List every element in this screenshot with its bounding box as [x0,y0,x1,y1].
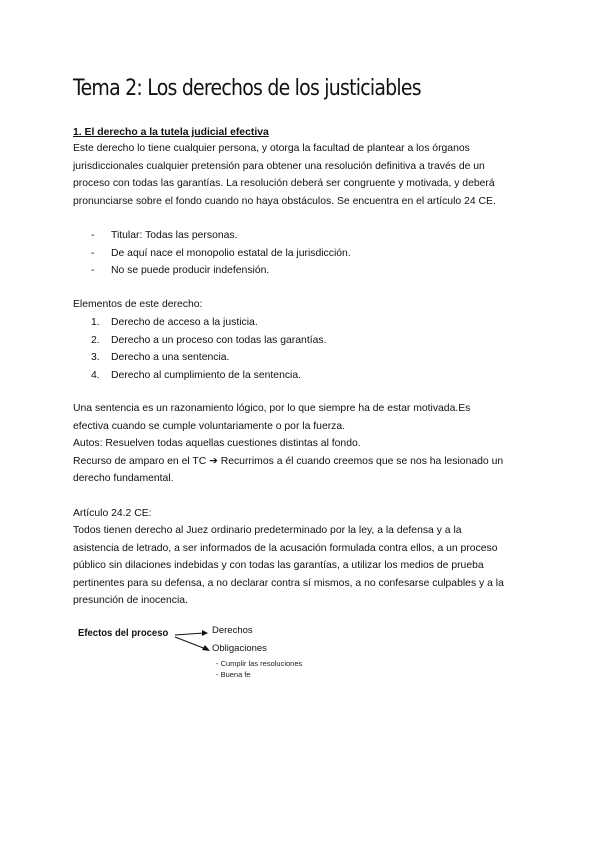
diagram-branch-rights: Derechos [212,625,253,636]
paragraph-line: pronunciarse sobre el fondo cuando no haya obstáculos. Se encuentra en el artículo 24 CE. [73,195,496,207]
list-number: 3. [91,352,100,364]
list-item-text: Derecho al cumplimiento de la sentencia. [111,369,302,381]
list-item [91,349,511,367]
paragraph-line: Este derecho lo tiene cualquier persona, y otorga la facultad de plantear a los órganos [73,143,470,154]
diagram-sub-item: - Cumplir las resoluciones [216,659,303,668]
diagram-branch-obligations: Obligaciones [212,643,267,654]
list-number: 4. [91,369,100,381]
article-label: Artículo 24.2 CE: [73,508,152,519]
paragraph-line: jurisdiccionales cualquier pretensión para obtener una resolución definitiva a través de un [73,160,485,172]
page-title: Tema 2: Los derechos de los justiciables [73,76,421,101]
paragraph-line: presunción de inocencia. [73,595,188,607]
elements-list [91,314,511,384]
paragraph-line: público sin dilaciones indebidas y con todas las garantías, a utilizar los medios de prueba [73,560,484,572]
paragraph-line: proceso con todas las garantías. La resolución deberá ser congruente y motivada, y deberá [73,178,495,190]
article-paragraph [73,522,533,610]
dash-marker: - [91,247,95,259]
paragraph-line: derecho fundamental. [73,473,174,485]
paragraph-line: Recurso de amparo en el TC ➔ Recurrimos a él cuando creemos que se nos ha lesionado un [73,455,504,467]
section-heading: 1. El derecho a la tutela judicial efectiva [73,127,269,138]
notes-paragraph [73,400,533,488]
list-item [91,332,511,350]
list-item-text: Titular: Todas las personas. [111,230,238,241]
dash-marker: - [91,265,95,277]
paragraph-line: Una sentencia es un razonamiento lógico, por lo que siempre ha de estar motivada.Es [73,403,471,414]
paragraph-line: asistencia de letrado, a ser informados de la acusación formulada contra ellos, a un proceso [73,542,498,554]
elements-label: Elementos de este derecho: [73,299,203,310]
list-item-text: Derecho a un proceso con todas las garantías. [111,334,327,346]
dash-marker: - [91,230,95,241]
intro-paragraph [73,140,533,210]
paragraph-line: Autos: Resuelven todas aquellas cuestiones distintas al fondo. [73,438,361,450]
list-item [91,262,511,280]
list-number: 2. [91,334,100,346]
dash-list [91,227,511,280]
list-number: 1. [91,317,100,328]
list-item [91,245,511,263]
list-item [91,227,511,245]
list-item-text: Derecho de acceso a la justicia. [111,317,258,328]
paragraph-line: pertinentes para su defensa, a no declarar contra sí mismos, a no confesarse culpables y a la [73,577,504,589]
list-item-text: De aquí nace el monopolio estatal de la jurisdicción. [111,247,351,259]
diagram-main-node: Efectos del proceso [78,628,169,639]
list-item-text: Derecho a una sentencia. [111,352,230,364]
paragraph-line: Todos tienen derecho al Juez ordinario predeterminado por la ley, a la defensa y a la [73,525,462,536]
list-item [91,314,511,332]
process-effects-diagram [78,625,378,685]
list-item [91,367,511,385]
diagram-sub-item: - Buena fe [216,670,251,679]
paragraph-line: efectiva cuando se cumple voluntariamente o por la fuerza. [73,420,346,432]
list-item-text: No se puede producir indefensión. [111,265,270,277]
